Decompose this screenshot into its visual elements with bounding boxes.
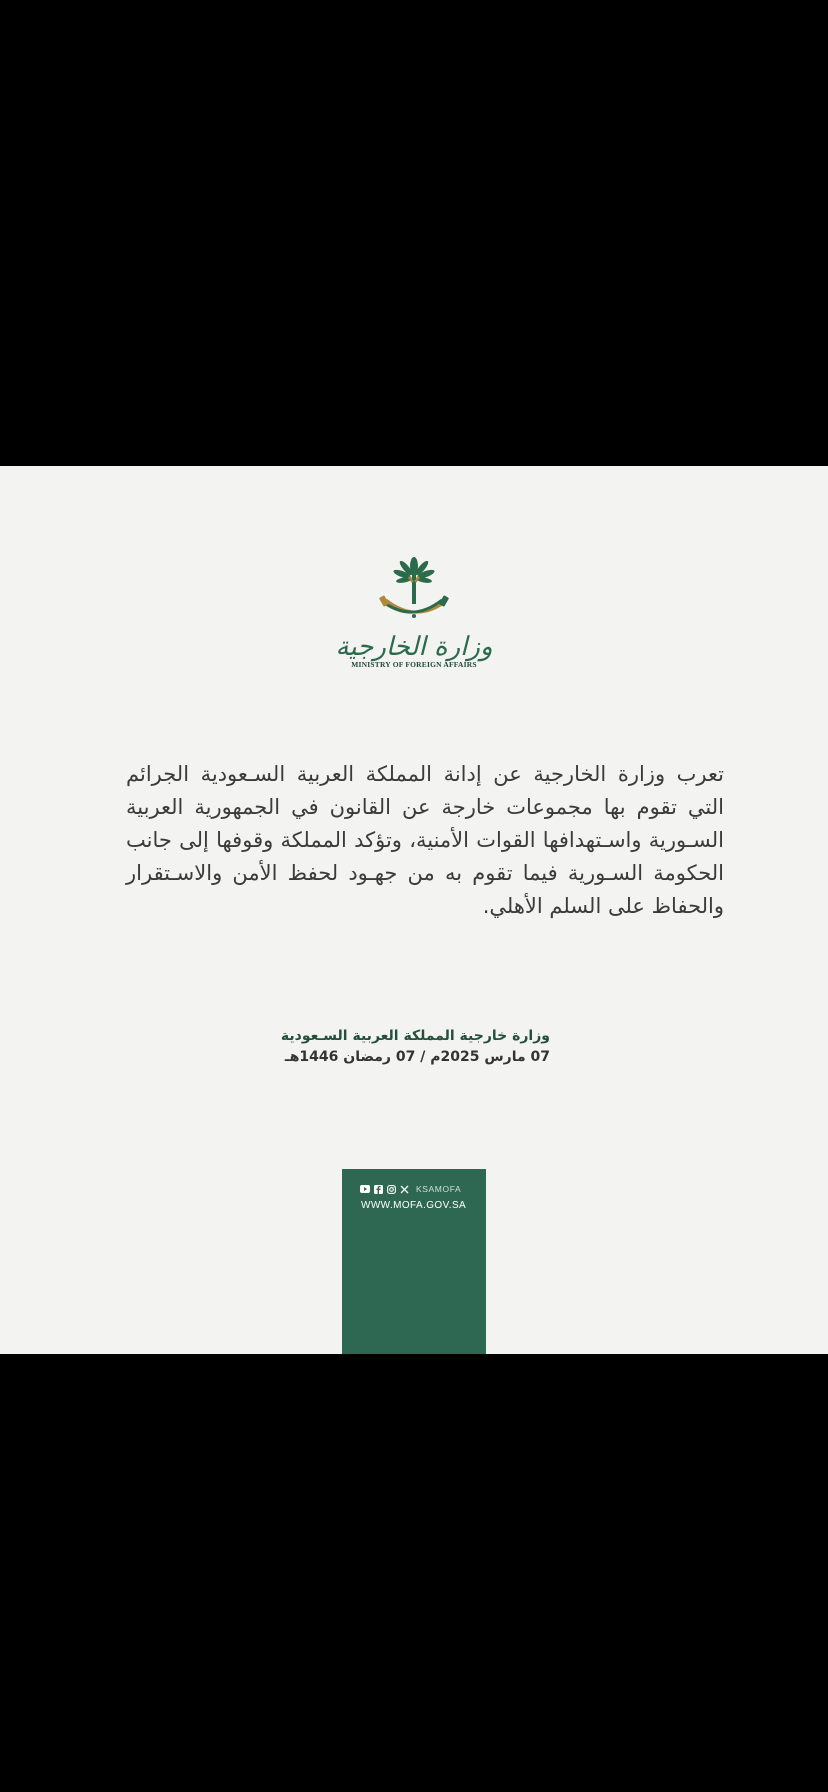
ministry-name-english: MINISTRY OF FOREIGN AFFAIRS bbox=[351, 660, 477, 669]
bottom-black-band bbox=[0, 1354, 828, 1792]
facebook-icon[interactable] bbox=[373, 1184, 383, 1194]
contact-panel bbox=[342, 1169, 486, 1354]
top-black-band bbox=[0, 0, 828, 466]
issuer-line: وزارة خارجية المملكة العربية السـعودية bbox=[280, 1028, 550, 1044]
date-line: 07 مارس 2025م / 07 رمضان 1446هـ bbox=[284, 1049, 550, 1065]
saudi-emblem-icon bbox=[376, 556, 452, 636]
statement-body: تعرب وزارة الخارجية عن إدانة المملكة العربية السـعودية الجرائم التي تقوم بها مجموعات خارجة عن القانون في الجمهورية العربية السـورية واسـتهدافها القوات الأمنية، وتؤكد المملكة وقوفها إلى جانب الحكومة السـورية فيما تقوم به من جهـود لحفظ الأمن والاسـتقرار والحفاظ على السلم الأهلي. bbox=[126, 762, 724, 918]
statement-card bbox=[0, 466, 828, 1354]
instagram-icon[interactable] bbox=[386, 1184, 396, 1194]
social-icons-row bbox=[360, 1184, 461, 1194]
signature-block bbox=[260, 1026, 550, 1068]
social-handle[interactable]: KSAMOFA bbox=[416, 1184, 462, 1194]
youtube-icon[interactable] bbox=[360, 1184, 370, 1194]
website-link[interactable]: WWW.MOFA.GOV.SA bbox=[361, 1200, 467, 1211]
ministry-name-arabic: وزارة الخارجية bbox=[335, 632, 493, 662]
x-icon[interactable] bbox=[399, 1184, 409, 1194]
